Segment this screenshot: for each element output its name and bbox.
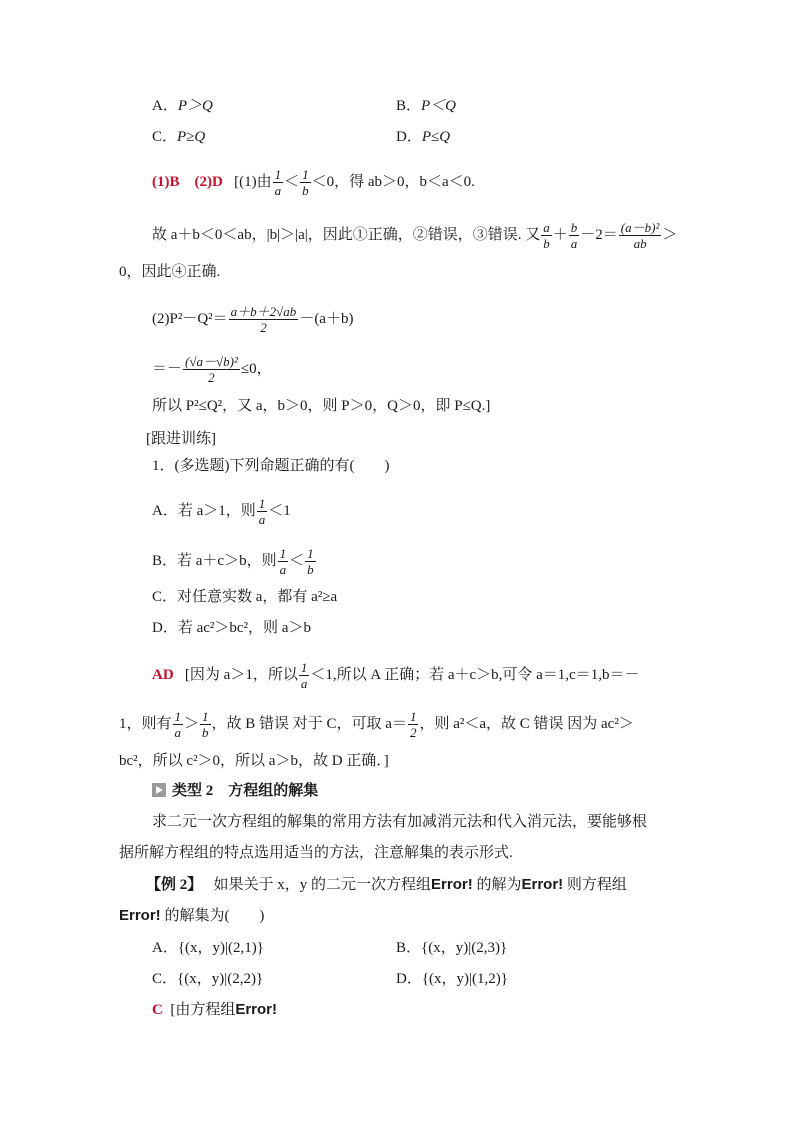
error-marker: Error! <box>235 1001 278 1018</box>
error-marker: Error! <box>431 876 473 893</box>
example-option-b: B．{(x，y)|(2,3)} <box>396 940 508 956</box>
play-triangle-icon <box>152 783 166 797</box>
fraction: $\frac{1}{b}$ <box>307 546 314 577</box>
solution1-line6: 所以 P²≤Q²，又 a，b＞0，则 P＞0，Q＞0，即 P≤Q.] <box>152 398 491 414</box>
fraction: $\frac{1}{a}$ <box>274 167 282 198</box>
section-heading: 类型 2 方程组的解集 <box>152 781 318 801</box>
answer-label: (1)B (2)D <box>152 173 223 190</box>
solution1-line5: ＝－ $\frac{\text{(√a－√b)²}}{2}$ ≤0， <box>152 354 272 385</box>
answer-label: C <box>152 1002 163 1018</box>
solution1-line3: 0，因此④正确. <box>119 264 221 280</box>
option-a: A．P＞Q <box>152 98 213 114</box>
example-option-c: C．{(x，y)|(2,2)} <box>152 971 264 987</box>
section-desc-line1: 求二元一次方程组的解集的常用方法有加减消元法和代入消元法，要能够根 <box>152 814 648 830</box>
solution2-line2: 1，则有 $\frac{1}{a}$ ＞ $\frac{1}{b}$ ，故 B 错误 对于 C，可取 a＝ $\frac{1}{2}$ ，则 a²＜a，故 C 错误 因为 ac²＞ <box>119 709 634 740</box>
fraction: $\frac{1}{a}$ <box>174 709 182 740</box>
example-line1: 【例 2】 如果关于 x，y 的二元一次方程组Error! 的解为Error! 则方程组 <box>146 876 627 893</box>
fraction: $\frac{a}{b}$ <box>543 220 550 251</box>
answer-label: AD <box>152 666 174 683</box>
option-c: C．P≥Q <box>152 129 206 145</box>
fraction: $\frac{1}{a}$ <box>258 496 266 527</box>
fraction: $\frac{b}{a}$ <box>570 220 578 251</box>
example-option-d: D．{(x，y)|(1,2)} <box>396 971 508 987</box>
fraction: $\frac{1}{2}$ <box>409 709 417 740</box>
fraction: $\frac{1}{b}$ <box>302 167 309 198</box>
error-marker: Error! <box>521 876 564 893</box>
solution1-line1: (1)B (2)D [(1)由 $\frac{1}{a}$ ＜ $\frac{1}{b}$ ＜0，得 ab＞0，b＜a＜0. <box>152 167 475 198</box>
question-1-option-a: A．若 a＞1，则 $\frac{1}{a}$ ＜1 <box>152 496 291 527</box>
section-desc-line2: 据所解方程组的特点选用适当的方法，注意解集的表示形式. <box>119 845 513 861</box>
solution2-line3: bc²，所以 c²＞0，所以 a＞b，故 D 正确．] <box>119 753 389 769</box>
option-b: B．P＜Q <box>396 98 457 114</box>
example-label: 【例 2】 <box>146 877 203 893</box>
example-option-a: A．{(x，y)|(2,1)} <box>152 940 264 956</box>
example-answer-line: C [由方程组Error! <box>152 1001 278 1018</box>
example-line2: Error! 的解集为( ) <box>119 907 265 924</box>
question-1-option-b: B．若 a＋c＞b，则 $\frac{1}{a}$ ＜ $\frac{1}{b}$ <box>152 546 314 577</box>
question-1-option-d: D．若 ac²＞bc²，则 a＞b <box>152 620 311 636</box>
fraction: $\frac{1}{a}$ <box>279 546 287 577</box>
solution1-line4: (2)P²－Q²＝ $\frac{a+b+2√ab}{2}$ －(a＋b) <box>152 304 354 335</box>
question-1-option-c: C．对任意实数 a，都有 a²≥a <box>152 589 338 605</box>
question-1: 1．(多选题)下列命题正确的有( ) <box>152 458 390 474</box>
error-marker: Error! <box>119 907 161 924</box>
fraction: $\frac{1}{b}$ <box>202 709 209 740</box>
fraction: $\frac{\text{(√a－√b)²}}{2}$ <box>185 354 238 385</box>
fraction: $\frac{\text{(a－b)²}}{ab}$ <box>620 220 660 251</box>
practice-heading: [跟进训练] <box>146 431 216 447</box>
fraction: $\frac{1}{a}$ <box>300 660 308 691</box>
fraction: $\frac{a+b+2√ab}{2}$ <box>230 304 297 335</box>
solution1-line2: 故 a＋b＜0＜ab，|b|＞|a|，因此①正确，②错误，③错误. 又 $\frac{a}{b}$ ＋ $\frac{b}{a}$ －2＝ $\frac{\text{(a－b)²}}{ab}$ ＞ <box>152 220 678 251</box>
solution2-line1: AD [因为 a＞1，所以 $\frac{1}{a}$ ＜1,所以 A 正确；若 a＋c＞b,可令 a＝1,c＝1,b＝－ <box>152 660 640 691</box>
option-d: D．P≤Q <box>396 129 451 145</box>
